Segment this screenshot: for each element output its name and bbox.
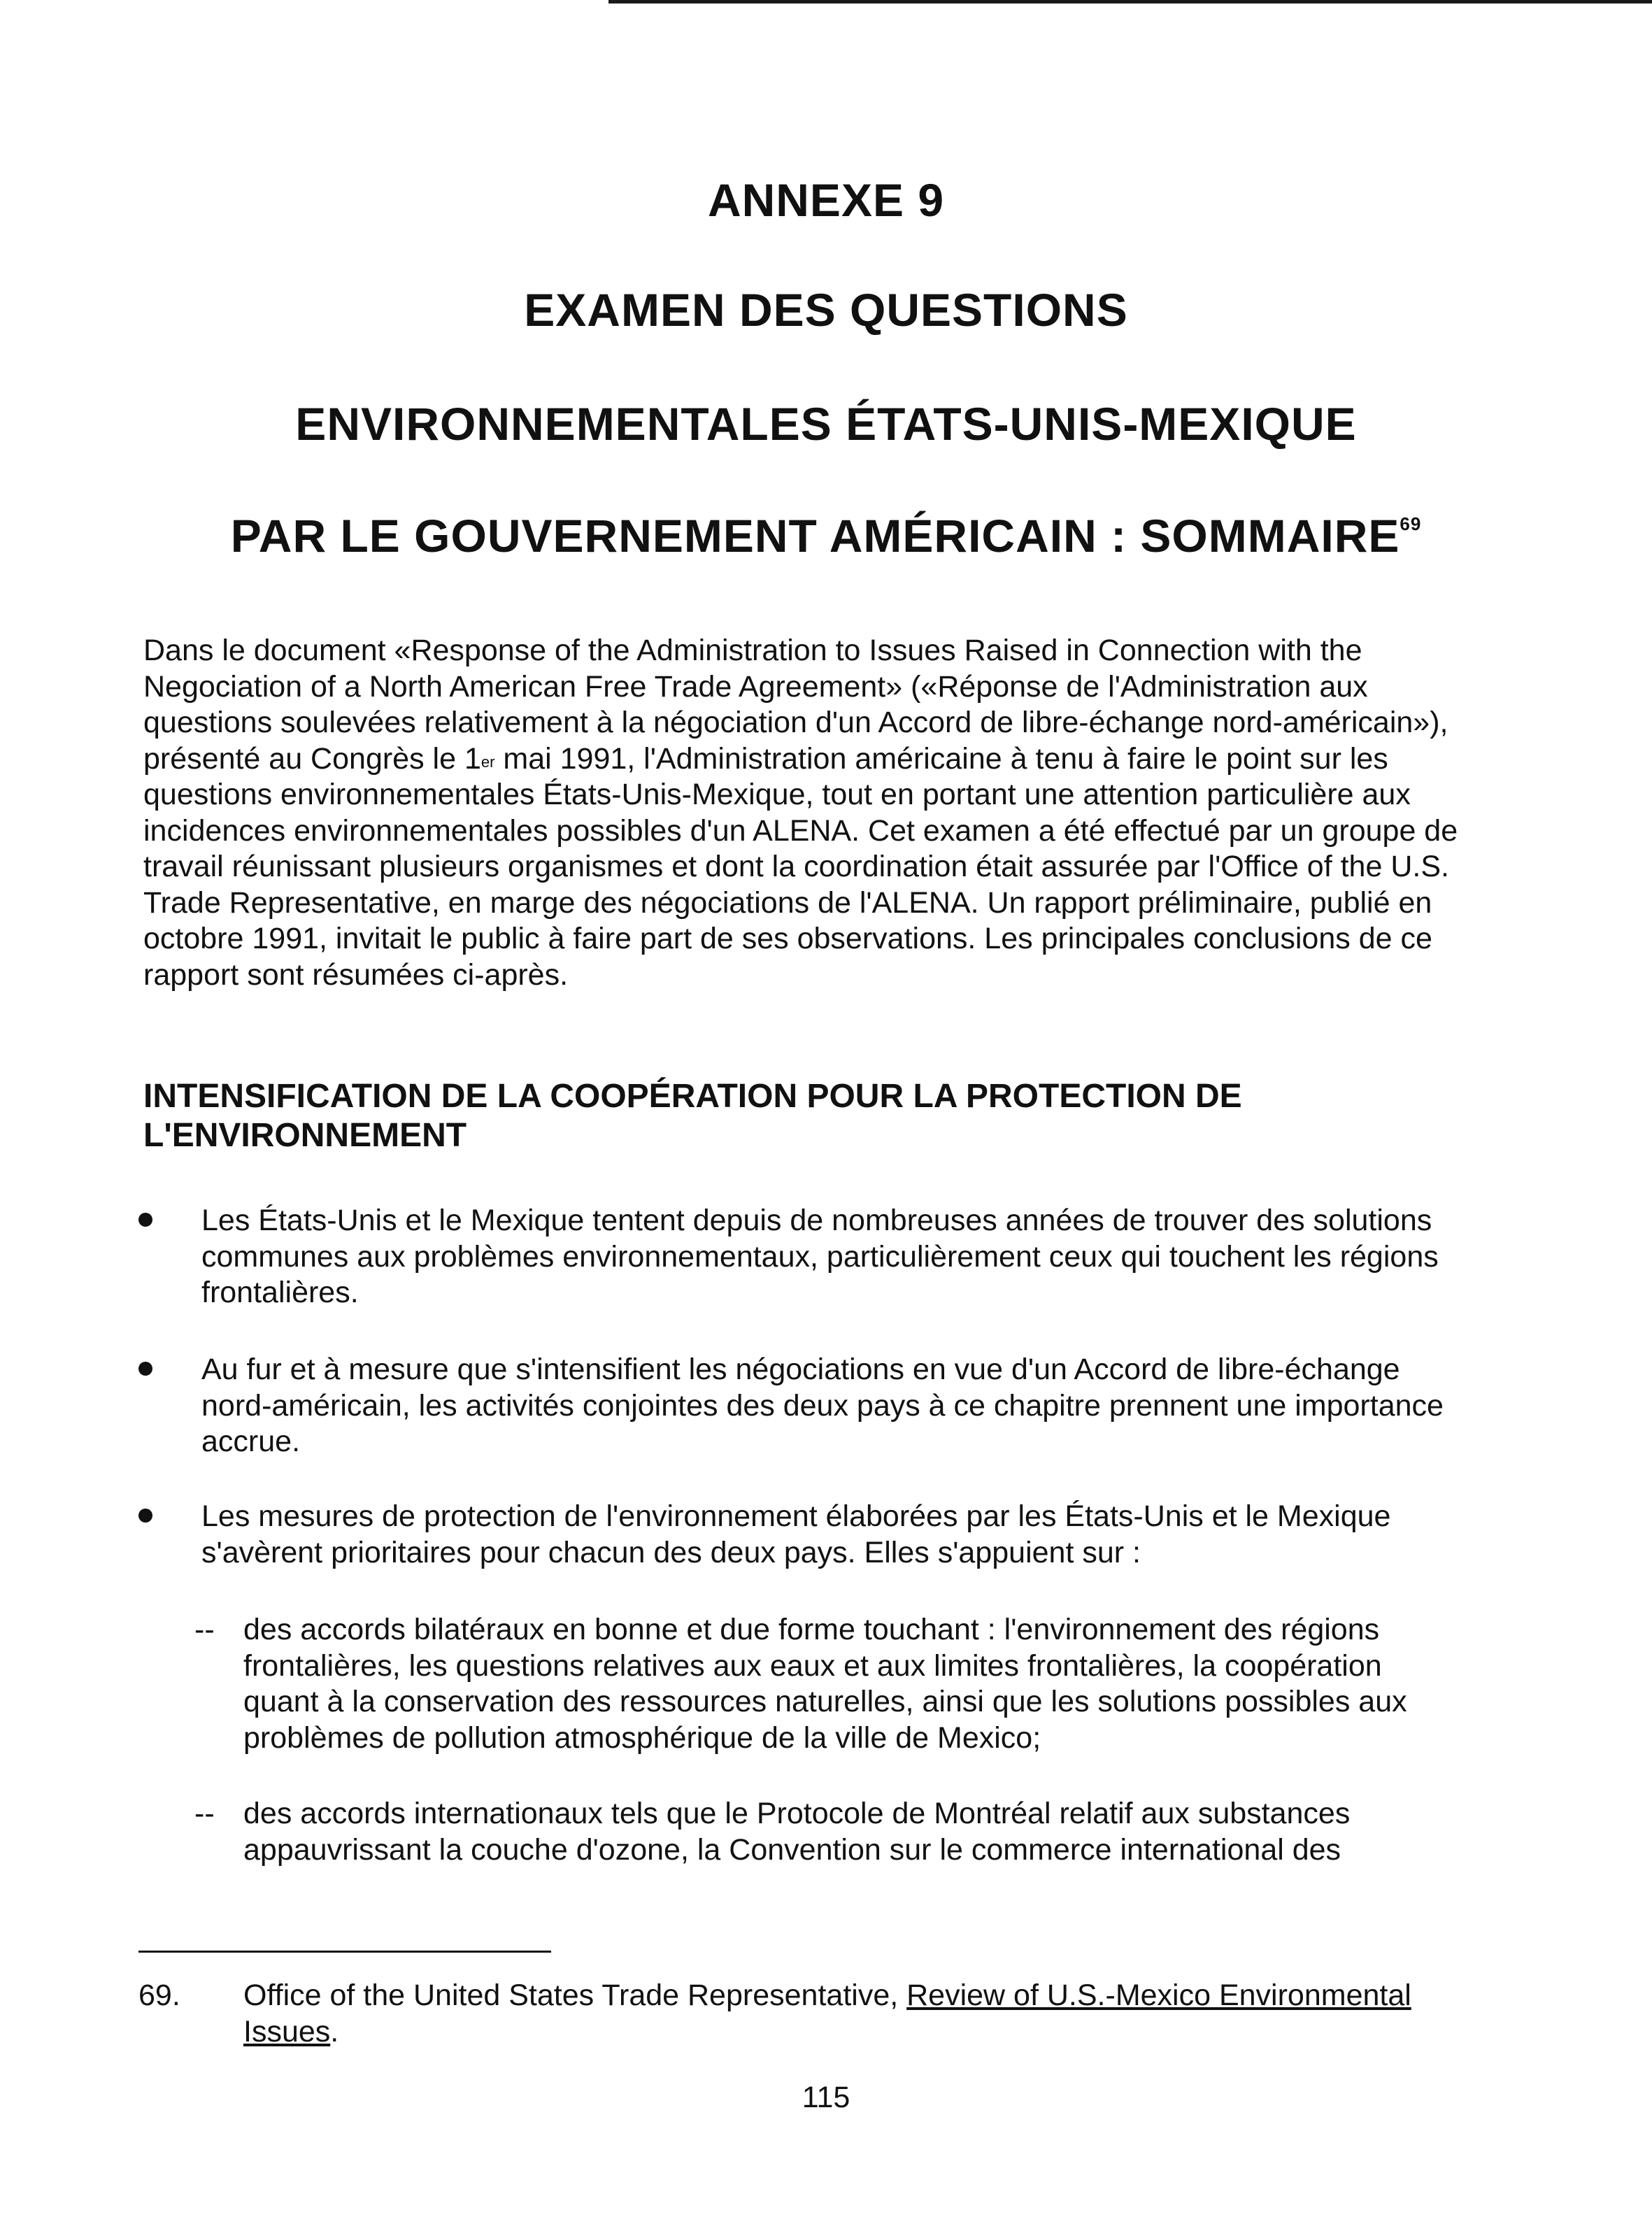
footnote-end: . [330,2014,339,2048]
bullet-text-1: Les États-Unis et le Mexique tentent depuis de nombreuses années de trouver des solutions communes aux problèmes environnementaux, particulièrement ceux qui touchent les régions frontalières. [201,1204,1439,1309]
bullet-item-1 [138,1203,1460,1311]
sub-item-text-1: des accords bilatéraux en bonne et due forme touchant : l'environnement des régions frontalières, les questions relatives aux eaux et aux limites frontalières, la coopération quant à la conservation des ressources naturelles, ainsi que les solutions possibles aux problèmes de pollution atmosphérique de la ville de Mexico; [243,1613,1407,1755]
intro-text-part-2: mai 1991, l'Administration américaine à tenu à faire le point sur les questions environnementales États-Unis-Mexique, tout en portant une attention particulière aux incidences environnementales possibles d'un ALENA. Cet examen a été effectué par un groupe de travail réunissant plusieurs organismes et dont la coordination était assurée par l'Office of the U.S. Trade Representative, en marge des négociations de l'ALENA. Un rapport préliminaire, publié en octobre 1991, invitait le public à faire part de ses observations. Les principales conclusions de ce rapport sont résumées ci-après. [143,741,1458,992]
sub-item-dash: -- [194,1797,215,1830]
bullet-dot-icon [138,1509,152,1523]
sub-item-text-2: des accords internationaux tels que le Protocole de Montréal relatif aux substances appauvrissant la couche d'ozone, la Convention sur le commerce international des [243,1797,1351,1867]
bullet-item-2 [138,1352,1460,1460]
footnote-reference: 69 [1400,513,1422,534]
bullet-dot-icon [138,1362,152,1376]
intro-text-part-1: Dans le document «Response of the Administration to Issues Raised in Connection with the Negociation of a North American Free Trade Agreement» («Réponse de l'Administration aux questions soulevées relativement à la négociation d'un Accord de libre-échange nord-américain»), présenté au Congrès le 1 [143,634,1448,776]
title-line-3 [0,509,1652,562]
bullet-dot-icon [138,1213,152,1227]
footnote-separator [138,1951,551,1953]
title-line-2: ENVIRONNEMENTALES ÉTATS-UNIS-MEXIQUE [295,398,1357,450]
bullet-item-3 [138,1499,1460,1571]
footnote-text [243,1978,1453,2050]
title-line-3-text: PAR LE GOUVERNEMENT AMÉRICAIN : SOMMAIRE [230,510,1400,562]
footnote-plain-text: Office of the United States Trade Representative, [243,1979,907,2012]
bullet-text-2: Au fur et à mesure que s'intensifient les négociations en vue d'un Accord de libre-échange nord-américain, les activités conjointes des deux pays à ce chapitre prennent une importance accrue. [201,1353,1444,1458]
intro-ordinal: er [480,753,495,771]
annex-title: ANNEXE 9 [707,174,945,226]
sub-item-2 [194,1796,1460,1868]
sub-item-1 [194,1612,1460,1756]
intro-paragraph [143,633,1458,993]
page-number: 115 [802,2081,850,2114]
sub-item-dash: -- [194,1613,215,1646]
footnote-number: 69. [138,1979,180,2012]
footnote-underlined-title: Review of U.S.-Mexico Environmental Issues [243,1979,1411,2048]
title-line-1: EXAMEN DES QUESTIONS [524,284,1128,336]
footnote [138,1978,1453,2050]
section-heading: INTENSIFICATION DE LA COOPÉRATION POUR LA PROTECTION DE L'ENVIRONNEMENT [143,1078,1242,1154]
bullet-text-3: Les mesures de protection de l'environnement élaborées par les États-Unis et le Mexique s'avèrent prioritaires pour chacun des deux pays. Elles s'appuient sur : [201,1499,1391,1569]
